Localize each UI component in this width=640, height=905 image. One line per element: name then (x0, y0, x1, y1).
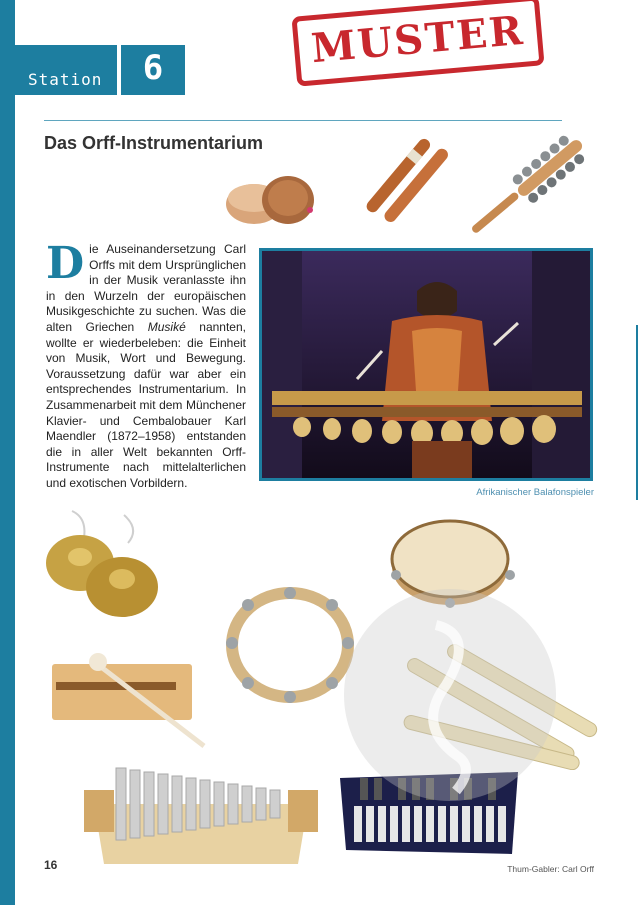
balafon-player-photo (259, 248, 593, 481)
right-edge-marker (636, 325, 638, 500)
finger-cymbals-image (42, 505, 166, 627)
drop-cap: D (46, 238, 85, 289)
sleigh-bells-image (470, 128, 592, 236)
wood-block-image (52, 652, 212, 752)
page-number: 16 (44, 858, 58, 872)
stamp-text: MUSTER (309, 6, 527, 73)
photo-caption: Afrikanischer Balafonspieler (476, 487, 594, 498)
castanets-image (222, 164, 322, 234)
body-text-emphasis: Musiké (147, 319, 186, 334)
body-text-part1: ie Auseinandersetzung Carl Orffs mit dem Ursprünglichen in der Musik veranlasste ihn in den Wurzeln der europäischen Musikgeschichte zu suchen. Was die alten Griechen (46, 242, 246, 334)
footer-reference: Thum-Gabler: Carl Orff (507, 864, 594, 874)
tambourine-ring-image (220, 583, 360, 705)
page-title: Das Orff-Instrumentarium (44, 133, 264, 153)
body-text-part2: nannten, wollte er wiederbeleben: die Einheit von Musik, Wort und Bewegung. Voraussetzung dafür war aber ein entsprechendes Instrumentarium. In Zusammenarbeit mit dem Münchener Klavier- und Cembalobauer Karl Maendler (1872–1958) entstanden die in aller Welt bekannten Orff-Instrumente nach mittelalterlichen und exotischen Vorbildern. (46, 319, 246, 490)
header-rule (44, 120, 562, 121)
station-number: 6 (142, 48, 164, 88)
station-label: Station (28, 70, 103, 89)
body-text (46, 238, 246, 492)
publisher-watermark (340, 585, 560, 805)
muster-stamp (291, 0, 544, 87)
xylophone-image (84, 764, 318, 868)
claves-image (356, 126, 456, 238)
left-accent-bar (0, 0, 15, 905)
